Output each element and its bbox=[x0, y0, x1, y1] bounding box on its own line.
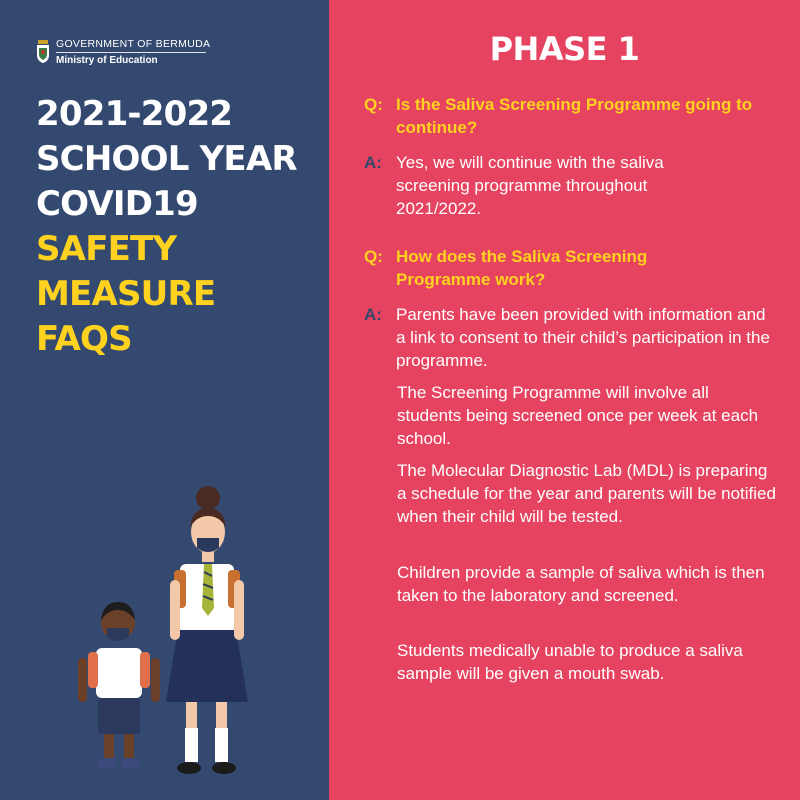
question-1 bbox=[364, 93, 774, 139]
students-illustration bbox=[60, 480, 320, 780]
answer-paragraph: Children provide a sample of saliva which is then taken to the laboratory and screened. bbox=[397, 563, 765, 605]
answer-paragraph: Students medically unable to produce a saliva sample will be given a mouth swab. bbox=[397, 641, 743, 683]
bermuda-crest-icon bbox=[36, 40, 50, 64]
headline-line: COVID19 bbox=[36, 184, 198, 224]
question-text: Is the Saliva Screening Programme going to continue? bbox=[396, 95, 753, 137]
headline bbox=[36, 92, 297, 362]
headline-highlight-line: SAFETY bbox=[36, 229, 177, 269]
boy-figure bbox=[78, 602, 160, 768]
ministry-name: Ministry of Education bbox=[56, 55, 158, 66]
headline-line: 2021-2022 bbox=[36, 94, 233, 134]
answer-paragraph: The Screening Programme will involve all students being screened once per week at each school. bbox=[397, 383, 759, 448]
girl-figure bbox=[166, 486, 248, 774]
answer-2 bbox=[364, 303, 774, 372]
headline-highlight-line: FAQS bbox=[36, 319, 132, 359]
answer-text: Yes, we will continue with the saliva screening programme throughout 2021/2022. bbox=[396, 153, 664, 218]
headline-line: SCHOOL YEAR bbox=[36, 139, 297, 179]
question-label: Q: bbox=[364, 95, 383, 114]
phase-title: PHASE 1 bbox=[489, 30, 640, 68]
header-divider bbox=[56, 52, 206, 53]
left-panel bbox=[0, 0, 329, 800]
question-label: Q: bbox=[364, 247, 383, 266]
question-2 bbox=[364, 245, 774, 291]
answer-paragraph: The Molecular Diagnostic Lab (MDL) is preparing a schedule for the year and parents will be notified when their child will be tested. bbox=[397, 461, 776, 526]
answer-1 bbox=[364, 151, 774, 220]
answer-text: Parents have been provided with information and a link to consent to their child’s participation in the programme. bbox=[396, 305, 770, 370]
answer-label: A: bbox=[364, 153, 382, 172]
government-name: GOVERNMENT OF BERMUDA bbox=[56, 38, 211, 50]
question-text: How does the Saliva Screening Programme work? bbox=[396, 247, 648, 289]
headline-highlight-line: MEASURE bbox=[36, 274, 216, 314]
answer-label: A: bbox=[364, 305, 382, 324]
